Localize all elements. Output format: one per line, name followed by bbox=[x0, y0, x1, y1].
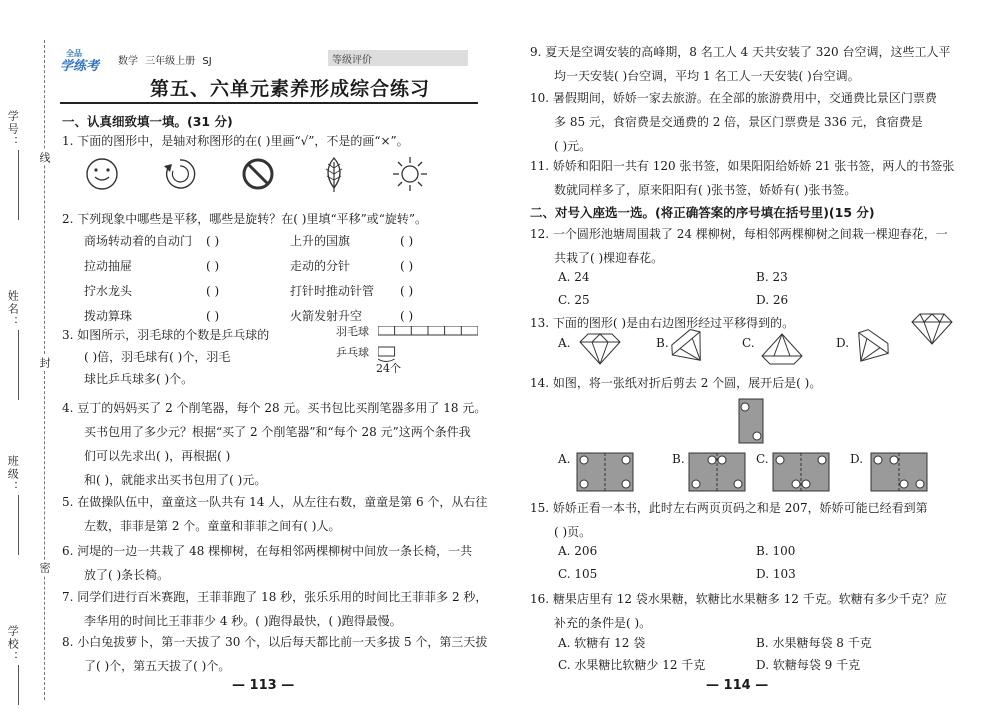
q2-answer-blank[interactable]: ( ) bbox=[206, 284, 220, 298]
pingpong-label: 乒乓球 bbox=[336, 346, 369, 359]
q2-answer-blank[interactable]: ( ) bbox=[206, 234, 220, 248]
question-16: 16. 糖果店里有 12 袋水果糖，软糖比水果糖多 12 千克。软糖有多少千克？应 补充的条件是( )。 bbox=[530, 592, 947, 630]
q2-answer-blank[interactable]: ( ) bbox=[206, 309, 220, 323]
q12-option-a[interactable]: A. 24 bbox=[558, 270, 590, 284]
question-15: 15. 娇娇正看一本书，此时左右两页页码之和是 207，娇娇可能已经看到第 ( )页。 bbox=[530, 501, 928, 539]
q2-answer-blank[interactable]: ( ) bbox=[206, 259, 220, 273]
q2-item: 走动的分针 bbox=[290, 259, 351, 273]
school-field[interactable] bbox=[18, 665, 19, 705]
q2-item: 拧水龙头 bbox=[84, 284, 133, 298]
q14-option-d[interactable]: D. bbox=[850, 452, 864, 466]
question-11: 11. 娇娇和阳阳一共有 120 张书签，如果阳阳给娇娇 21 张书签，两人的书签张 数就同样多了，原来阳阳有( )张书签，娇娇有( )张书签。 bbox=[530, 159, 955, 197]
q16-option-d[interactable]: D. 软糖每袋 9 千克 bbox=[756, 658, 861, 672]
q2-answer-blank[interactable]: ( ) bbox=[400, 309, 414, 323]
seal-word-line: 线 bbox=[38, 152, 51, 163]
page-header bbox=[60, 48, 470, 72]
q2-item: 火箭发射升空 bbox=[290, 309, 363, 323]
q16-option-c[interactable]: C. 水果糖比软糖少 12 千克 bbox=[558, 658, 706, 672]
unfolded-paper-b-icon bbox=[688, 452, 746, 492]
unfolded-paper-d-icon bbox=[870, 452, 928, 492]
q16-option-a[interactable]: A. 软糖有 12 袋 bbox=[558, 636, 646, 650]
q2-item: 拉动抽屉 bbox=[84, 259, 133, 273]
name-label: 姓名： bbox=[6, 290, 20, 329]
class-label: 班级： bbox=[6, 455, 20, 494]
q15-option-a[interactable]: A. 206 bbox=[558, 544, 598, 558]
brand-logo: 全品 学练考 bbox=[60, 49, 100, 74]
page-number-left: — 113 — bbox=[232, 678, 295, 693]
question-10: 10. 暑假期间，娇娇一家去旅游。在全部的旅游费用中，交通费比景区门票费 多 85 元，食宿费是交通费的 2 倍，景区门票费是 336 元，食宿费是 ( )元。 bbox=[530, 91, 937, 153]
q13-option-c[interactable]: C. bbox=[742, 336, 755, 350]
q2-answer-blank[interactable]: ( ) bbox=[400, 284, 414, 298]
q2-item: 拨动算珠 bbox=[84, 309, 133, 323]
q2-item: 上升的国旗 bbox=[290, 234, 351, 248]
binding-line bbox=[44, 40, 45, 700]
q14-option-a[interactable]: A. bbox=[558, 452, 571, 466]
q12-option-c[interactable]: C. 25 bbox=[558, 293, 590, 307]
question-13: 13. 下面的图形( )是由右边图形经过平移得到的。 bbox=[530, 316, 795, 330]
q13-option-d[interactable]: D. bbox=[836, 336, 850, 350]
right-page bbox=[500, 0, 1000, 722]
section-2-heading: 二、对号入座选一选。(将正确答案的序号填在括号里)(15 分) bbox=[530, 205, 875, 220]
q12-option-d[interactable]: D. 26 bbox=[756, 293, 789, 307]
question-9: 9. 夏天是空调安装的高峰期，8 名工人 4 天共安装了 320 台空调，这些工人平 均一天安装( )台空调，平均 1 名工人一天安装( )台空调。 bbox=[530, 45, 951, 83]
student-number-label: 学号： bbox=[6, 110, 20, 149]
page-title: 第五、六单元素养形成综合练习 bbox=[150, 78, 431, 100]
question-7: 7. 同学们进行百米赛跑，王菲菲跑了 18 秒，张乐乐用的时间比王菲菲多 2 秒， 李华用的时间比王菲菲少 4 秒。( )跑得最快，( )跑得最慢。 bbox=[62, 590, 488, 628]
q14-option-b[interactable]: B. bbox=[672, 452, 685, 466]
question-14: 14. 如图，将一张纸对折后剪去 2 个圆，展开后是( )。 bbox=[530, 376, 822, 390]
book-meta: 数学 三年级上册 SJ bbox=[118, 56, 212, 67]
seal-word-sealed: 密 bbox=[38, 562, 51, 573]
question-12: 12. 一个圆形池塘周围栽了 24 棵柳树，每相邻两棵柳树之间栽一棵迎春花，一 共栽了( )棵迎春花。 bbox=[530, 227, 948, 265]
smiley-face-icon bbox=[84, 156, 120, 192]
leaf-icon bbox=[316, 154, 352, 194]
q2-answer-blank[interactable]: ( ) bbox=[400, 259, 414, 273]
recycle-arrow-icon bbox=[160, 154, 200, 194]
diamond-reference-icon bbox=[910, 312, 954, 346]
diamond-rotated-icon bbox=[670, 328, 710, 368]
question-3: 3. 如图所示，羽毛球的个数是乒乓球的 ( )倍，羽毛球有( )个，羽毛 球比乒乓球多( )个。 bbox=[62, 328, 270, 386]
q12-option-b[interactable]: B. 23 bbox=[756, 270, 788, 284]
q15-option-d[interactable]: D. 103 bbox=[756, 567, 796, 581]
name-field[interactable] bbox=[18, 330, 19, 400]
q2-answer-blank[interactable]: ( ) bbox=[400, 234, 414, 248]
badminton-label: 羽毛球 bbox=[336, 325, 369, 338]
no-entry-sign-icon bbox=[238, 154, 278, 194]
q16-option-b[interactable]: B. 水果糖每袋 8 千克 bbox=[756, 636, 872, 650]
q2-item: 打针时推动针管 bbox=[290, 284, 375, 298]
folded-paper-icon bbox=[738, 398, 764, 444]
question-1: 1. 下面的图形中，是轴对称图形的在( )里画“√”，不是的画“×”。 bbox=[62, 134, 409, 148]
number-field[interactable] bbox=[18, 150, 19, 220]
binding-gutter bbox=[0, 0, 50, 722]
q15-option-b[interactable]: B. 100 bbox=[756, 544, 796, 558]
unfolded-paper-c-icon bbox=[772, 452, 830, 492]
page-number-right: — 114 — bbox=[706, 678, 769, 693]
diamond-shifted-icon bbox=[578, 332, 622, 366]
pingpong-count: 24个 bbox=[376, 362, 401, 375]
school-label: 学校： bbox=[6, 625, 20, 664]
question-6: 6. 河堤的一边一共栽了 48 棵柳树，在每相邻两棵柳树中间放一条长椅，一共 放了( )条长椅。 bbox=[62, 544, 473, 582]
unfolded-paper-a-icon bbox=[576, 452, 634, 492]
section-1-heading: 一、认真细致填一填。(31 分) bbox=[62, 114, 233, 129]
grade-rating-box[interactable]: 等级评价 bbox=[328, 50, 468, 66]
title-rule bbox=[60, 102, 478, 104]
q2-item: 商场转动着的自动门 bbox=[84, 234, 193, 248]
question-5: 5. 在做操队伍中，童童这一队共有 14 人，从左往右数，童童是第 6 个，从右往 左数，菲菲是第 2 个。童童和菲菲之间有( )人。 bbox=[62, 495, 488, 533]
seal-word-seal: 封 bbox=[38, 357, 51, 368]
q13-option-a[interactable]: A. bbox=[558, 336, 571, 350]
sun-icon bbox=[390, 154, 430, 194]
question-2: 2. 下列现象中哪些是平移，哪些是旋转？在( )里填“平移”或“旋转”。 bbox=[62, 212, 427, 226]
question-4: 4. 豆丁的妈妈买了 2 个削笔器，每个 28 元。买书包比买削笔器多用了 18 元。 买书包用了多少元？根据“买了 2 个削笔器”和“每个 28 元”这两个条件我 们可以先求出( )，再根据( ) 和( )，就能求出买书包用了( )元。 bbox=[62, 401, 487, 487]
question-8: 8. 小白兔拔萝卜，第一天拔了 30 个，以后每天都比前一天多拔 5 个，第三天拔 了( )个，第五天拔了( )个。 bbox=[62, 635, 488, 673]
q13-option-b[interactable]: B. bbox=[656, 336, 669, 350]
q14-option-c[interactable]: C. bbox=[756, 452, 769, 466]
diamond-tilted-icon bbox=[850, 328, 890, 368]
class-field[interactable] bbox=[18, 495, 19, 555]
q15-option-c[interactable]: C. 105 bbox=[558, 567, 598, 581]
diamond-flipped-icon bbox=[760, 332, 804, 366]
